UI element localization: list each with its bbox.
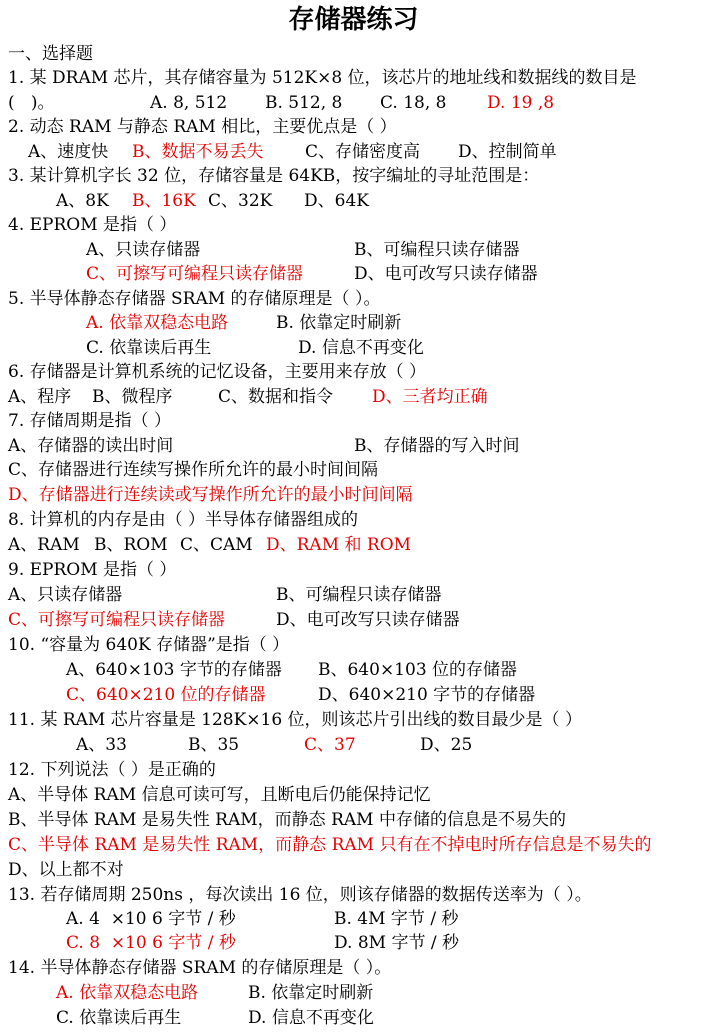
question-text: 一、选择题 [8, 44, 93, 64]
question-text: A、程序 [8, 387, 72, 407]
answer-text: C、37 [304, 735, 356, 755]
question-text: 8. 计算机的内存是由（ ）半导体存储器组成的 [8, 510, 359, 530]
question-text: D、25 [420, 735, 473, 755]
question-text: C、存储密度高 [305, 142, 421, 162]
question-text: C、数据和指令 [218, 387, 334, 407]
question-text: A、速度快 [28, 142, 109, 162]
question-text: B. 512, 8 [265, 93, 343, 113]
question-text: 12. 下列说法（ ）是正确的 [8, 760, 216, 780]
question-text: B. 4M 字节 / 秒 [334, 909, 459, 929]
question-text: A、RAM [8, 535, 80, 555]
question-text: A、33 [76, 735, 127, 755]
answer-text: B、数据不易丢失 [132, 142, 264, 162]
question-text: 6. 存储器是计算机系统的记忆设备，主要用来存放（ ） [8, 362, 427, 382]
answer-text: C、可擦写可编程只读存储器 [8, 610, 226, 630]
question-text: B. 依靠定时刷新 [248, 983, 374, 1003]
question-text: 9. EPROM 是指（ ） [8, 560, 177, 580]
question-text: B、存储器的写入时间 [354, 436, 520, 456]
question-text: B、35 [188, 735, 240, 755]
question-text: C. 依靠读后再生 [86, 338, 212, 358]
question-text: C、存储器进行连续写操作所允许的最小时间间隔 [8, 460, 379, 480]
answer-text: D. 19 ,8 [487, 93, 555, 113]
question-text: 10. “容量为 640K 存储器”是指（ ） [8, 635, 290, 655]
question-text: 14. 半导体静态存储器 SRAM 的存储原理是（ ）。 [8, 958, 392, 978]
page-title: 存储器练习 [288, 5, 419, 35]
question-text: B、微程序 [92, 387, 173, 407]
question-text: D. 信息不再变化 [298, 338, 424, 358]
answer-text: A. 依靠双稳态电路 [86, 313, 229, 333]
question-text: A、半导体 RAM 信息可读可写，且断电后仍能保持记忆 [8, 785, 431, 805]
answer-text: C、半导体 RAM 是易失性 RAM，而静态 RAM 只有在不掉电时所存信息是不易失的 [8, 835, 652, 855]
question-text: A、只读存储器 [86, 240, 201, 260]
question-text: A、存储器的读出时间 [8, 436, 174, 456]
question-text: D. 8M 字节 / 秒 [334, 933, 459, 953]
answer-text: D、RAM 和 ROM [266, 535, 412, 555]
question-text: ( )。 [8, 93, 55, 113]
question-text: A、只读存储器 [8, 585, 123, 605]
question-text: A、8K [56, 191, 109, 211]
answer-text: D、存储器进行连续读或写操作所允许的最小时间间隔 [8, 485, 413, 505]
answer-text: C. 8 ×10 6 字节 / 秒 [66, 933, 236, 953]
question-text: C、32K [208, 191, 273, 211]
answer-text: A. 依靠双稳态电路 [56, 983, 199, 1003]
question-text: 5. 半导体静态存储器 SRAM 的存储原理是（ ）。 [8, 289, 381, 309]
question-text: A. 8, 512 [150, 93, 228, 113]
question-text: C. 18, 8 [380, 93, 447, 113]
question-text: 1. 某 DRAM 芯片，其存储容量为 512K×8 位，该芯片的地址线和数据线的数目是 [8, 68, 637, 88]
question-text: B、可编程只读存储器 [354, 240, 520, 260]
question-text: 2. 动态 RAM 与静态 RAM 相比，主要优点是（ ） [8, 117, 397, 137]
question-text: B、可编程只读存储器 [276, 585, 442, 605]
question-text: D、电可改写只读存储器 [276, 610, 460, 630]
question-text: B、ROM [94, 535, 168, 555]
question-text: D、控制简单 [458, 142, 557, 162]
question-text: C. 依靠读后再生 [56, 1008, 182, 1028]
question-text: D、以上都不对 [8, 860, 124, 880]
answer-text: B、16K [132, 191, 196, 211]
question-text: D、电可改写只读存储器 [354, 264, 538, 284]
question-text: B. 依靠定时刷新 [276, 313, 402, 333]
question-text: 13. 若存储周期 250ns ，每次读出 16 位，则该存储器的数据传送率为（ ）。 [8, 885, 592, 905]
answer-text: C、640×210 位的存储器 [66, 685, 266, 705]
question-text: C、CAM [180, 535, 253, 555]
question-text: 4. EPROM 是指（ ） [8, 215, 177, 235]
question-text: 7. 存储周期是指（ ） [8, 411, 172, 431]
question-text: D、64K [304, 191, 369, 211]
question-text: B、半导体 RAM 是易失性 RAM，而静态 RAM 中存储的信息是不易失的 [8, 810, 566, 830]
question-text: A、640×103 字节的存储器 [66, 660, 282, 680]
answer-text: D、三者均正确 [372, 387, 488, 407]
question-text: D. 信息不再变化 [248, 1008, 374, 1028]
question-text: B、640×103 位的存储器 [318, 660, 518, 680]
question-text: A. 4 ×10 6 字节 / 秒 [66, 909, 236, 929]
question-text: 11. 某 RAM 芯片容量是 128K×16 位，则该芯片引出线的数目最少是（ ） [8, 710, 582, 730]
answer-text: C、可擦写可编程只读存储器 [86, 264, 304, 284]
question-text: D、640×210 字节的存储器 [318, 685, 536, 705]
question-text: 3. 某计算机字长 32 位，存储容量是 64KB，按字编址的寻址范围是： [8, 166, 540, 186]
